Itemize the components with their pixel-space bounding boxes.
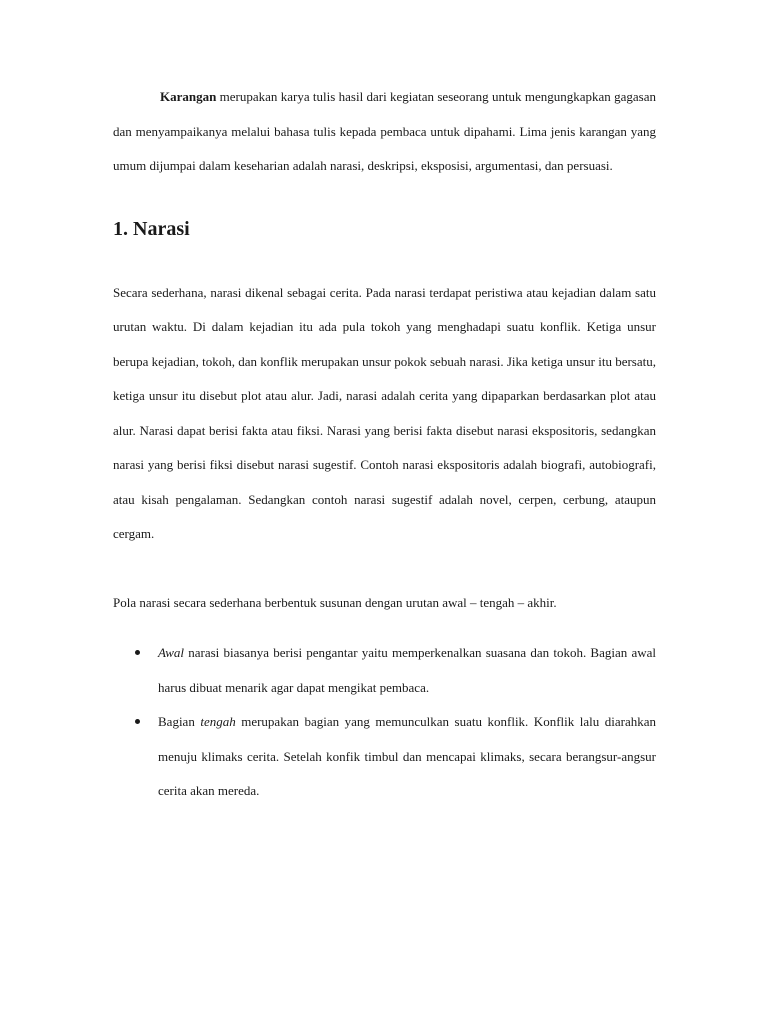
intro-term: Karangan [160,89,217,104]
bullet-text: merupakan bagian yang memunculkan suatu konflik. Konflik lalu diarahkan menuju klimaks cerita. Setelah konfik timbul dan mencapai klimaks, secara berangsur-angsur cerita akan mereda. [158,714,656,798]
bullet-icon [135,719,140,724]
bullet-list [113,636,656,809]
intro-paragraph [113,80,656,184]
bullet-emphasis: Awal [158,645,185,660]
list-item [113,705,656,809]
list-item [113,636,656,705]
bullet-text: narasi biasanya berisi pengantar yaitu memperkenalkan suasana dan tokoh. Bagian awal harus dibuat menarik agar dapat mengikat pembaca. [158,645,656,695]
narasi-paragraph: Secara sederhana, narasi dikenal sebagai cerita. Pada narasi terdapat peristiwa atau kejadian dalam satu urutan waktu. Di dalam kejadian itu ada pula tokoh yang menghadapi suatu konflik. Ketiga unsur berupa kejadian, tokoh, dan konflik merupakan unsur pokok sebuah narasi. Jika ketiga unsur itu bersatu, ketiga unsur itu disebut plot atau alur. Jadi, narasi adalah cerita yang dipaparkan berdasarkan plot atau alur. Narasi dapat berisi fakta atau fiksi. Narasi yang berisi fakta disebut narasi ekspositoris, sedangkan narasi yang berisi fiksi disebut narasi sugestif. Contoh narasi ekspositoris adalah biografi, autobiografi, atau kisah pengalaman. Sedangkan contoh narasi sugestif adalah novel, cerpen, cerbung, ataupun cergam. [113,284,656,541]
bullet-icon [135,650,140,655]
bullet-emphasis: tengah [200,714,236,729]
bullet-prefix: Bagian [158,714,201,729]
pattern-line: Pola narasi secara sederhana berbentuk susunan dengan urutan awal – tengah – akhir. [113,594,557,610]
section-heading: 1. Narasi [113,217,190,240]
document-page [113,80,656,809]
intro-text: merupakan karya tulis hasil dari kegiatan seseorang untuk mengungkapkan gagasan dan menyampaikanya melalui bahasa tulis kepada pembaca untuk dipahami. Lima jenis karangan yang umum dijumpai dalam keseharian adalah narasi, deskripsi, eksposisi, argumentasi, dan persuasi. [113,89,656,173]
